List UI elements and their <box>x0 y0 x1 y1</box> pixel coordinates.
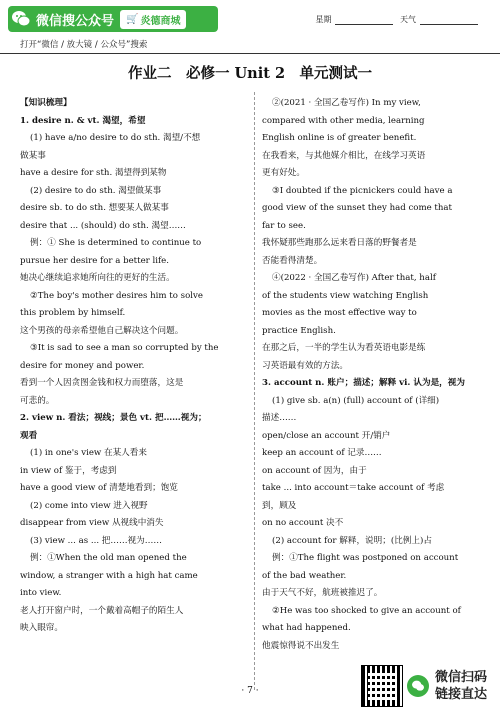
text-line: (1) in one's view 在某人看来 <box>30 448 147 458</box>
text-line: 看到一个人因贪图金钱和权力而堕落，这是 <box>20 378 184 388</box>
text-line: of the bad weather. <box>262 570 347 581</box>
text-line: 描述…… <box>262 413 297 423</box>
text-line: (1) have a/no desire to do sth. 渴望/不想 <box>30 133 201 143</box>
vocab-entry-heading: 2. view n. 看法；视线；景色 vt. 把……视为； <box>20 413 207 423</box>
vocab-entry-heading: 观看 <box>20 430 38 441</box>
text-line: take ... into account＝take account of 考虑 <box>262 483 445 493</box>
column-divider <box>254 92 255 690</box>
banner-title: 微信搜公众号 <box>36 13 115 29</box>
date-weather-fields: 星期 天气 <box>315 14 482 25</box>
vocab-entry-heading: 3. account n. 账户；描述；解释 vi. 认为是，视为 <box>262 378 465 388</box>
text-line: 我怀疑那些跑那么远来看日落的野餐者是 <box>262 238 417 248</box>
text-line: 例：①The flight was postponed on account <box>272 553 459 563</box>
mall-button[interactable]: 🛒 炎德商城 <box>120 10 186 29</box>
section-heading: 【知识梳理】 <box>20 98 72 108</box>
text-line: disappear from view 从视线中消失 <box>20 518 164 528</box>
text-line: (1) give sb. a(n) (full) account of (详细) <box>272 395 440 406</box>
text-line: 他震惊得说不出发生 <box>262 640 340 651</box>
text-line: what had happened. <box>262 623 351 633</box>
left-column <box>20 95 248 638</box>
text-line: good view of the sunset they had come that <box>262 203 452 213</box>
text-line: into view. <box>20 588 62 598</box>
text-line: desire sb. to do sth. 想要某人做某事 <box>20 203 169 213</box>
text-line: movies as the most effective way to <box>262 308 417 318</box>
text-line: this problem by himself. <box>20 308 126 318</box>
text-line: keep an account of 记录…… <box>262 448 382 458</box>
text-line: English online is of greater benefit. <box>262 133 417 143</box>
text-line: desire for money and power. <box>20 360 145 371</box>
vocab-entry-heading: 1. desire n. & vt. 渴望，希望 <box>20 115 146 126</box>
search-hint: 打开“微信 / 放大镜 / 公众号”搜索 <box>20 40 148 50</box>
cart-icon: 🛒 <box>126 13 139 25</box>
text-line: (2) account for 解释，说明；(比例上)占 <box>272 535 432 546</box>
text-line: 做某事 <box>20 150 46 161</box>
text-line: 老人打开窗户时，一个戴着高帽子的陌生人 <box>20 605 184 616</box>
text-line: 她决心继续追求她所向往的更好的生活。 <box>20 273 175 283</box>
text-line: 在那之后，一半的学生认为看英语电影是练 <box>262 343 426 353</box>
text-line: (2) come into view 进入视野 <box>30 500 148 511</box>
text-line: 由于天气不好，航班被推迟了。 <box>262 588 383 598</box>
text-line: ④(2022 · 全国乙卷写作) After that, half <box>272 273 436 283</box>
qr-caption: 微信扫码 链接直达 <box>435 669 488 702</box>
wechat-search-banner[interactable] <box>8 6 218 32</box>
text-line: 例：① She is determined to continue to <box>30 238 202 248</box>
text-line: (3) view ... as ... 把……视为…… <box>30 535 162 546</box>
header-divider <box>0 53 500 54</box>
wechat-logo-icon <box>8 6 34 32</box>
text-line: ③It is sad to see a man so corrupted by the <box>30 343 219 353</box>
text-line: have a good view of 清楚地看到；饱览 <box>20 483 178 493</box>
qr-code[interactable] <box>361 665 403 707</box>
wechat-icon <box>407 675 429 697</box>
text-line: 到，顾及 <box>262 500 297 511</box>
text-line: on account of 因为，由于 <box>262 465 367 476</box>
text-line: compared with other media, learning <box>262 115 425 126</box>
text-line: in view of 鉴于，考虑到 <box>20 465 117 476</box>
text-line: 更有好处。 <box>262 168 305 178</box>
text-line: open/close an account 开/销户 <box>262 430 391 441</box>
page-number: · 7 · <box>241 686 259 696</box>
page-title: 作业二 必修一 Unit 2 单元测试一 <box>127 65 373 82</box>
text-line: on no account 决不 <box>262 518 344 528</box>
qr-promo[interactable] <box>357 663 499 708</box>
text-line: 在我看来，与其他媒介相比，在线学习英语 <box>262 150 426 161</box>
text-line: have a desire for sth. 渴望得到某物 <box>20 168 167 178</box>
text-line: 否能看得清楚。 <box>262 255 323 266</box>
text-line: pursue her desire for a better life. <box>20 255 170 266</box>
text-line: practice English. <box>262 325 336 336</box>
text-line: far to see. <box>262 220 306 231</box>
text-line: 可悲的。 <box>20 395 55 406</box>
text-line: desire that ... (should) do sth. 渴望…… <box>20 220 186 231</box>
text-line: window, a stranger with a high hat came <box>20 570 198 581</box>
text-line: 例：①When the old man opened the <box>30 553 187 563</box>
right-column <box>262 95 484 655</box>
text-line: ②(2021 · 全国乙卷写作) In my view, <box>272 98 421 108</box>
text-line: ②The boy's mother desires him to solve <box>30 290 203 301</box>
text-line: ②He was too shocked to give an account of <box>272 605 461 616</box>
text-line: 这个男孩的母亲希望他自己解决这个问题。 <box>20 325 184 336</box>
text-line: (2) desire to do sth. 渴望做某事 <box>30 185 162 196</box>
text-line: 映入眼帘。 <box>20 623 63 633</box>
text-line: ③I doubted if the picnickers could have a <box>272 185 453 196</box>
text-line: 习英语最有效的方法。 <box>262 360 348 371</box>
text-line: of the students view watching English <box>262 290 429 301</box>
